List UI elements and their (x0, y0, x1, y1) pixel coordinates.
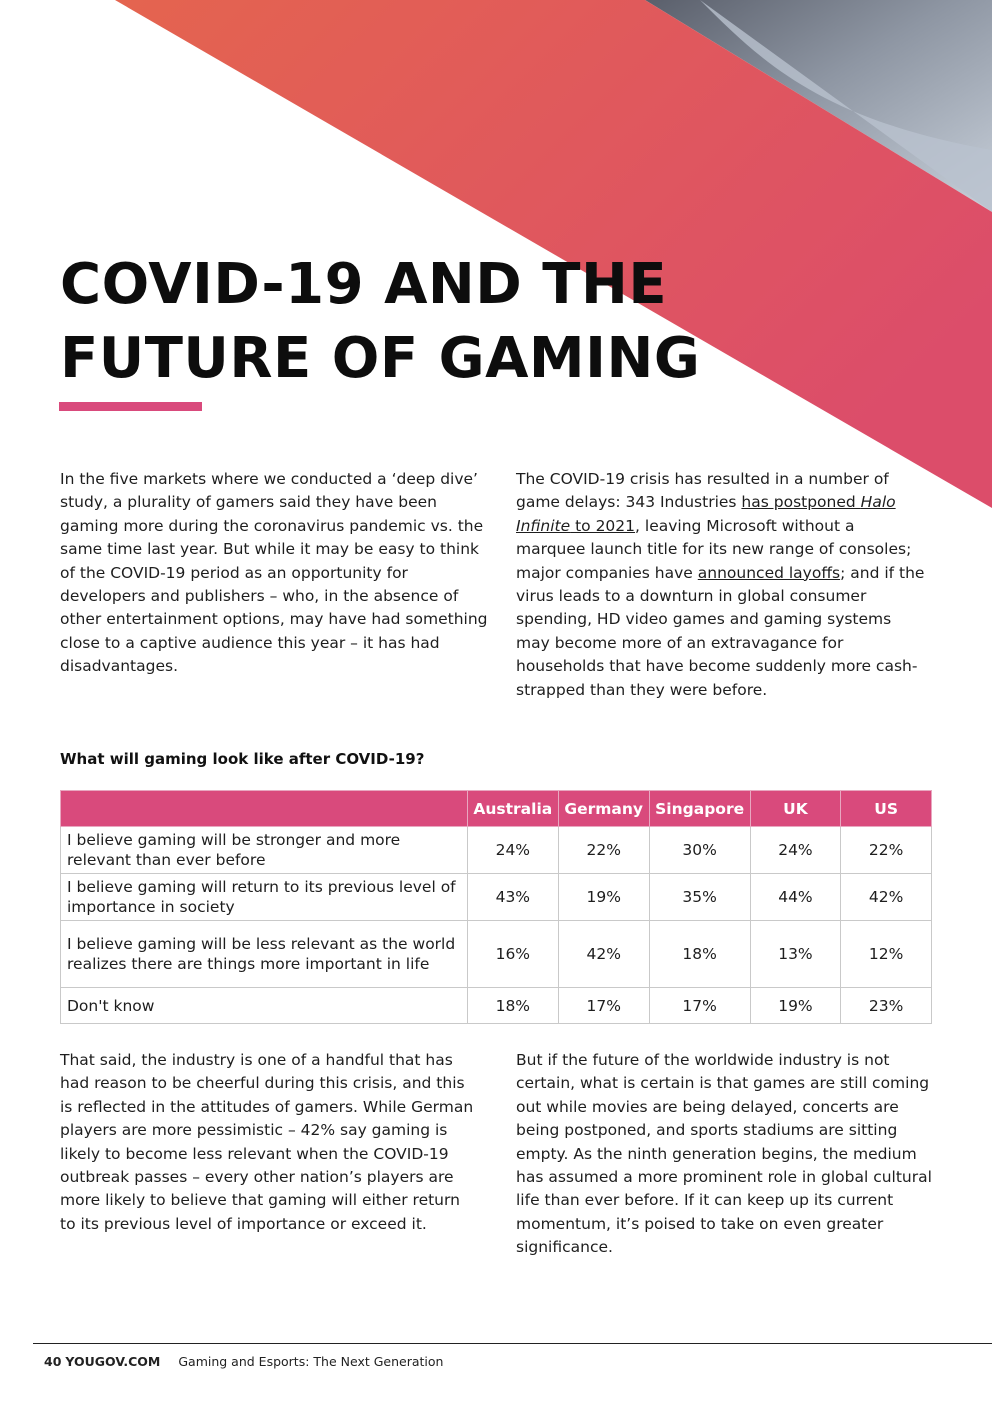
delays-ending: ; and if the virus leads to a downturn in global consumer spending, HD video games and gaming systems may become more of an extravagance for households that have become suddenly more cash-strapped than they were before. (516, 563, 925, 699)
header-germany: Germany (558, 791, 649, 827)
survey-table (60, 790, 932, 1024)
cell-germany: 17% (558, 988, 649, 1024)
cell-us: 23% (841, 988, 932, 1024)
title-underline (59, 402, 202, 411)
delays-paragraph (516, 468, 926, 702)
cell-uk: 44% (750, 874, 841, 921)
cell-germany: 19% (558, 874, 649, 921)
halo-link-tail: to 2021 (570, 516, 636, 535)
cell-us: 22% (841, 827, 932, 874)
page-title (60, 248, 700, 396)
cell-australia: 18% (467, 988, 558, 1024)
cell-singapore: 17% (649, 988, 750, 1024)
row-statement: I believe gaming will return to its previous level of importance in society (61, 874, 468, 921)
footer-document-title: Gaming and Esports: The Next Generation (178, 1354, 444, 1369)
cell-australia: 24% (467, 827, 558, 874)
row-statement: I believe gaming will be less relevant as the world realizes there are things more important in life (61, 921, 468, 988)
cell-singapore: 18% (649, 921, 750, 988)
title-line-2: FUTURE OF GAMING (60, 326, 701, 391)
halo-link-text: has postponed (741, 493, 861, 512)
page-footer (44, 1354, 443, 1369)
cell-singapore: 35% (649, 874, 750, 921)
page-number: 40 (44, 1354, 62, 1369)
cell-australia: 16% (467, 921, 558, 988)
cell-us: 42% (841, 874, 932, 921)
layoffs-link[interactable]: announced layoffs (697, 563, 841, 582)
table-heading: What will gaming look like after COVID-19? (60, 750, 425, 768)
delays-middle: , leaving Microsoft without a marquee launch title for its new range of consoles; major companies have (516, 516, 912, 582)
table-header-row (61, 791, 932, 827)
halo-link-italic: Halo Infinite (516, 493, 896, 535)
row-statement: Don't know (61, 988, 468, 1024)
title-line-1: COVID-19 AND THE (60, 252, 668, 317)
footer-site-link[interactable]: YOUGOV.COM (65, 1354, 161, 1369)
cell-singapore: 30% (649, 827, 750, 874)
cell-uk: 19% (750, 988, 841, 1024)
header-uk: UK (750, 791, 841, 827)
table-row (61, 874, 932, 921)
intro-paragraph: In the five markets where we conducted a ‘deep dive’ study, a plurality of gamers said they have been gaming more during the coronavirus pandemic vs. the same time last year. But while it may be easy to think of the COVID-19 period as an opportunity for developers and publishers – who, in the absence of other entertainment options, may have had something close to a captive audience this year – it has had disadvantages. (60, 470, 488, 676)
header-blank (61, 791, 468, 827)
cell-us: 12% (841, 921, 932, 988)
cell-uk: 13% (750, 921, 841, 988)
cell-uk: 24% (750, 827, 841, 874)
cell-australia: 43% (467, 874, 558, 921)
cell-germany: 22% (558, 827, 649, 874)
table-row (61, 827, 932, 874)
delays-intro: The COVID-19 crisis has resulted in a number of game delays: 343 Industries (516, 470, 889, 512)
header-us: US (841, 791, 932, 827)
cheerful-paragraph: That said, the industry is one of a handful that has had reason to be cheerful during this crisis, and this is reflected in the attitudes of gamers. While German players are more pessimistic – 42% say gaming is likely to become less relevant when the COVID-19 outbreak passes – every other nation’s players are more likely to believe that gaming will either return to its previous level of importance or exceed it. (60, 1051, 474, 1233)
header-singapore: Singapore (649, 791, 750, 827)
row-statement: I believe gaming will be stronger and more relevant than ever before (61, 827, 468, 874)
table-row (61, 921, 932, 988)
footer-divider (33, 1343, 992, 1344)
future-paragraph: But if the future of the worldwide industry is not certain, what is certain is that games are still coming out while movies are being delayed, concerts are being postponed, and sports stadiums are sitting empty. As the ninth generation begins, the medium has assumed a more prominent role in global cultural life than ever before. If it can keep up its current momentum, it’s poised to take on even greater significance. (516, 1051, 932, 1257)
header-australia: Australia (467, 791, 558, 827)
table-row (61, 988, 932, 1024)
cell-germany: 42% (558, 921, 649, 988)
